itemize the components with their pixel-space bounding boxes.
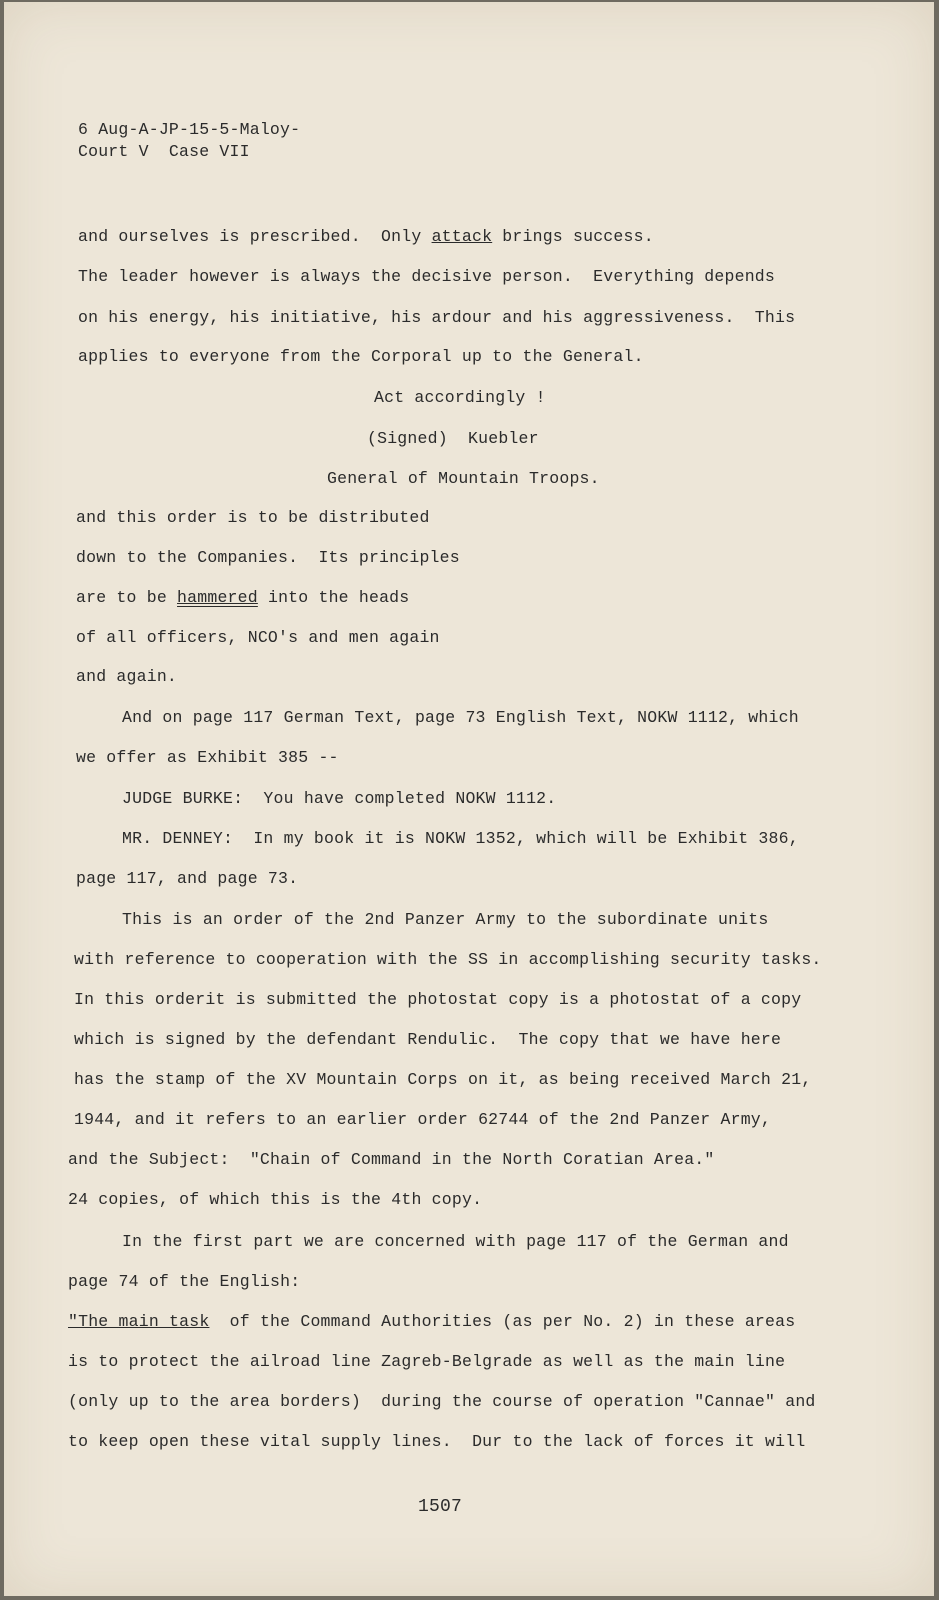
distribution-line-1: and this order is to be distributed [76,508,430,527]
quote-line-3: (only up to the area borders) during the course of operation "Cannae" and [68,1392,816,1411]
signed-line: (Signed) Kuebler [367,429,539,448]
body-line-3: on his energy, his initiative, his ardour and his aggressiveness. This [78,308,796,327]
description-line-8: 24 copies, of which this is the 4th copy. [68,1190,483,1209]
description-line-1: This is an order of the 2nd Panzer Army to the subordinate units [122,910,769,929]
page-number: 1507 [418,1497,463,1517]
description-line-2: with reference to cooperation with the SS in accomplishing security tasks. [74,950,822,969]
page-ref-line-2: we offer as Exhibit 385 -- [76,748,339,767]
quote-line-2: is to protect the ailroad line Zagreb-Belgrade as well as the main line [68,1352,786,1371]
first-part-line-1: In the first part we are concerned with page 117 of the German and [122,1232,789,1251]
description-line-4: which is signed by the defendant Rendulic. The copy that we have here [74,1030,782,1049]
closing-line: Act accordingly ! [374,388,546,407]
denney-line-2: page 117, and page 73. [76,869,299,888]
body-line-1: and ourselves is prescribed. Only attack brings success. [78,227,654,246]
description-line-7: and the Subject: "Chain of Command in the North Coratian Area." [68,1150,715,1169]
quote-line-4: to keep open these vital supply lines. Dur to the lack of forces it will [68,1432,806,1451]
header-line-2: Court V Case VII [78,142,250,161]
body-line-2: The leader however is always the decisive person. Everything depends [78,267,776,286]
description-line-3: In this orderit is submitted the photostat copy is a photostat of a copy [74,990,802,1009]
quote-line-1: "The main task of the Command Authorities (as per No. 2) in these areas [68,1312,796,1331]
denney-line-1: MR. DENNEY: In my book it is NOKW 1352, which will be Exhibit 386, [122,829,799,848]
signer-title: General of Mountain Troops. [327,469,600,488]
distribution-line-4: of all officers, NCO's and men again [76,628,440,647]
header-line-1: 6 Aug-A-JP-15-5-Maloy- [78,120,301,139]
description-line-6: 1944, and it refers to an earlier order 62744 of the 2nd Panzer Army, [74,1110,772,1129]
emphasis-hammered: hammered [177,588,258,607]
body-line-4: applies to everyone from the Corporal up to the General. [78,347,644,366]
distribution-line-5: and again. [76,667,178,686]
first-part-line-2: page 74 of the English: [68,1272,301,1291]
distribution-line-3: are to be hammered into the heads [76,588,410,607]
distribution-line-2: down to the Companies. Its principles [76,548,460,567]
document-page [4,2,934,1596]
judge-burke-line: JUDGE BURKE: You have completed NOKW 1112. [122,789,557,808]
emphasis-main-task: "The main task [68,1312,210,1331]
emphasis-attack: attack [431,227,493,246]
description-line-5: has the stamp of the XV Mountain Corps on it, as being received March 21, [74,1070,812,1089]
page-ref-line-1: And on page 117 German Text, page 73 English Text, NOKW 1112, which [122,708,799,727]
